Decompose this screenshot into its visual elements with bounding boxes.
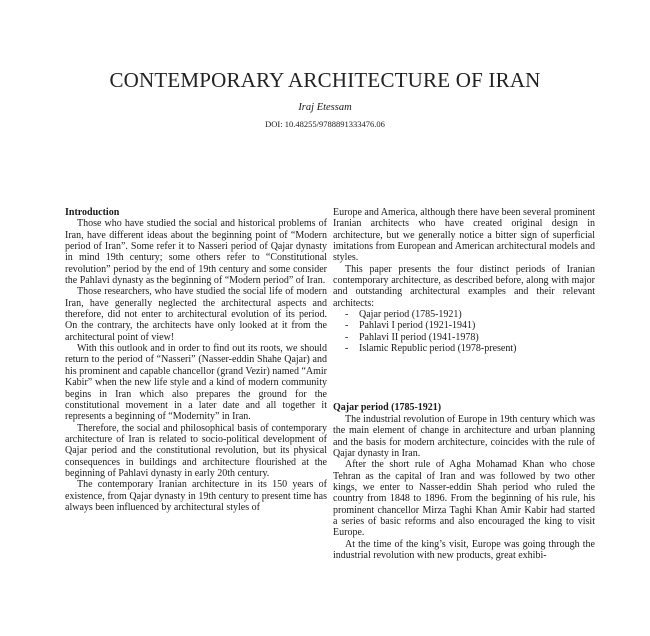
paragraph: Therefore, the social and philosophical basis of contemporary architecture of Iran is related to socio-political development of Qajar period and the constitutional revolution, but its physical consequences in buildings and architecture flourished at the beginning of Pahlavi dynasty in early 20th century. [65, 422, 327, 479]
paper-title: CONTEMPORARY ARCHITECTURE OF IRAN [109, 68, 541, 92]
right-column [333, 207, 595, 561]
list-item: - Islamic Republic period (1978-present) [345, 343, 517, 355]
left-column [65, 207, 327, 513]
doi-line: DOI: 10.48255/9788891333476.06 [265, 119, 385, 129]
list-item-text: Pahlavi I period (1921-1941) [359, 320, 476, 332]
section-heading-introduction: Introduction [65, 207, 120, 218]
paragraph: Those researchers, who have studied the social life of modern Iran, have generally neglected the architectural aspects and therefore, did not enter to architectural evolution of its period. On the contrary, the architects have only looked at it from the architectural point of view! [65, 286, 327, 343]
paragraph: At the time of the king’s visit, Europe was going through the industrial revolution with new products, great exhibi- [333, 538, 595, 561]
paragraph: This paper presents the four distinct periods of Iranian contemporary architecture, as described before, along with major and outstanding architectural examples and their relevant architects: [333, 263, 595, 309]
list-item: - Pahlavi II period (1941-1978) [345, 331, 479, 343]
list-item: - Pahlavi I period (1921-1941) [345, 320, 476, 332]
paragraph: With this outlook and in order to find out its roots, we should return to the period of “Nasseri” (Nasser-eddin Shahe Qajar) and his prominent and capable chancellor (grand Vezir) named “Amir Kabir” when the new life style and a kind of modern community begins in Iran which also prepares the ground for the constitutional movement in a later date and all together it represents a beginning of “Modernity” in Iran. [65, 343, 327, 423]
paragraph: Europe and America, although there have been several prominent Iranian architects who have created original design in architecture, but we generally notice a bitter sign of superficial imitations from European and American architectural models and styles. [333, 207, 595, 264]
list-item-text: Pahlavi II period (1941-1978) [359, 331, 479, 343]
author-name: Iraj Etessam [298, 102, 352, 113]
list-item: - Qajar period (1785-1921) [345, 309, 462, 321]
paragraph: Those who have studied the social and historical problems of Iran, have different ideas about the beginning point of “Modern period of Iran”. Some refer it to Nasseri period of Qajar dynasty in mind 19th century; some others refer to “Constitutional revolution” period by the end of 19th century and some consider the Pahlavi dynasty as the beginning of “Modern period” of Iran. [65, 218, 327, 287]
spacer [333, 354, 595, 402]
periods-list [333, 309, 595, 354]
paragraph: After the short rule of Agha Mohamad Khan who chose Tehran as the capital of Iran and was followed by two other kings, we enter to Nasser-eddin Shah period who ruled the country from 1848 to 1896. From the beginning of his rule, his prominent chancellor Mirza Taghi Khan Amir Kabir had started a series of basic reforms and also encouraged the king to visit Europe. [333, 459, 595, 539]
list-item-text: Islamic Republic period (1978-present) [359, 343, 517, 355]
section-heading-qajar: Qajar period (1785-1921) [333, 402, 442, 414]
paragraph: The contemporary Iranian architecture in its 150 years of existence, from Qajar dynasty in 19th century to present time has always been influenced by architectural styles of [65, 479, 327, 513]
paragraph: The industrial revolution of Europe in 19th century which was the main element of change in architecture and urban planning and the basis for modern architecture, coincides with the rule of Qajar dynasty in Iran. [333, 413, 595, 459]
list-item-text: Qajar period (1785-1921) [359, 309, 462, 321]
